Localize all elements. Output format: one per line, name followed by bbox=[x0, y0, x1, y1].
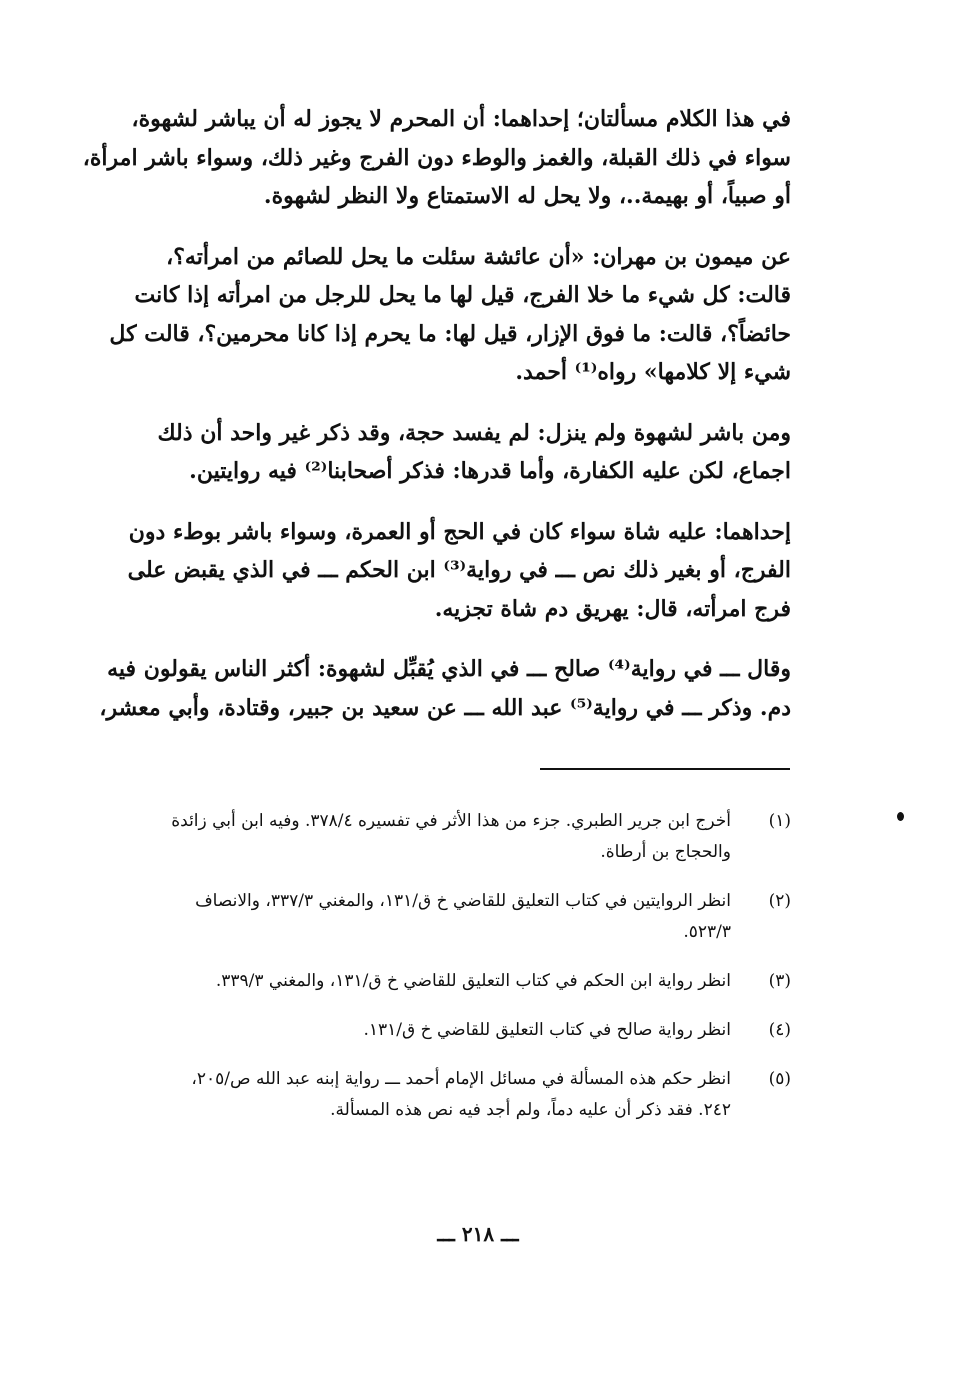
paragraph-3 bbox=[118, 414, 791, 491]
text-line: فرج امرأته، قال: يهريق دم شاة تجزيه. bbox=[434, 595, 791, 622]
text-line: ومن باشر لشهوة ولم ينزل: لم يفسد حجة، وقد ذكر غير واحد أن ذلك bbox=[157, 419, 791, 446]
text-line: الفرج، أو بغير ذلك نص ـــ في رواية⁽³⁾ ابن الحكم ـــ في الذي يقبض على bbox=[127, 557, 791, 583]
paragraph-5 bbox=[99, 650, 791, 727]
footnote-line: انظر رواية ابن الحكم في كتاب التعليق للقاضي خ ق/١٣١، والمغني ٣٣٩/٣. bbox=[215, 971, 731, 991]
text-line: سواء في ذلك القبلة، والغمز والوطء دون الفرج وغير ذلك، وسواء باشر امرأة، bbox=[82, 144, 791, 171]
footnote-separator bbox=[540, 768, 790, 770]
footnote-3 bbox=[118, 966, 791, 997]
footnote-4 bbox=[118, 1015, 791, 1046]
text-line: قالت: كل شيء ما خلا الفرج، قيل لها ما يحل للرجل من امرأته إذا كانت bbox=[134, 282, 791, 308]
paragraph-1 bbox=[82, 100, 791, 216]
page-number: ـــ ٢١٨ ـــ bbox=[437, 1222, 519, 1246]
text-line: وقال ـــ في رواية⁽⁴⁾ صالح ـــ في الذي يُقبِّل لشهوة: أكثر الناس يقولون فيه bbox=[107, 656, 791, 682]
footnote-number: (٢) bbox=[768, 891, 791, 911]
footnote-line: والحجاج بن أرطاة. bbox=[600, 842, 731, 862]
text-line: أو صبياً، أو بهيمة..، ولا يحل له الاستمتاع ولا النظر لشهوة. bbox=[263, 183, 791, 209]
footnote-line: انظر حكم هذه المسألة في مسائل الإمام أحمد ـــ رواية إبنه عبد الله ص/٢٠٥، bbox=[191, 1069, 731, 1089]
footnote-line: ٢٤٢. فقد ذكر أن عليه دماً، ولم أجد فيه نص هذه المسألة. bbox=[330, 1100, 731, 1120]
footnote-line: انظر رواية صالح في كتاب التعليق للقاضي خ ق/١٣١. bbox=[363, 1020, 731, 1040]
text-line: دم. وذكر ـــ في رواية⁽⁵⁾ عبد الله ـــ عن سعيد بن جبير، وقتادة، وأبي معشر، bbox=[99, 694, 791, 721]
text-line: عن ميمون بن مهران: «أن عائشة سئلت ما يحل للصائم من امرأته؟، bbox=[166, 243, 791, 270]
footnote-line: ٥٢٣/٣. bbox=[683, 922, 731, 942]
footnote-2 bbox=[118, 886, 791, 948]
text-line: اجماع، لكن عليه الكفارة، وأما قدرها: فذكر أصحابنا⁽²⁾ فيه روايتين. bbox=[189, 458, 791, 484]
footnote-number: (٥) bbox=[768, 1069, 791, 1089]
text-line: في هذا الكلام مسألتان؛ إحداهما: أن المحرم لا يجوز له أن يباشر لشهوة، bbox=[131, 106, 791, 132]
ink-mark bbox=[897, 812, 904, 821]
footnotes bbox=[118, 806, 791, 1144]
text-line: حائضاً؟، قالت: ما فوق الإزار، قيل لها: ما يحرم إذا كانا محرمين؟، قالت كل bbox=[109, 320, 791, 347]
paragraph-2 bbox=[109, 238, 791, 392]
footnote-5 bbox=[118, 1064, 791, 1126]
footnote-line: أخرج ابن جرير الطبري. جزء من هذا الأثر في تفسيره ٣٧٨/٤. وفيه ابن أبي زائدة bbox=[171, 811, 731, 831]
footnote-number: (١) bbox=[768, 811, 791, 831]
footnote-number: (٣) bbox=[768, 971, 791, 991]
footnote-1 bbox=[118, 806, 791, 868]
text-line: شيء إلا كلامها» رواه⁽¹⁾ أحمد. bbox=[515, 359, 791, 385]
text-line: إحداهما: عليه شاة سواء كان في الحج أو العمرة، وسواء باشر بوطء دون bbox=[128, 518, 791, 545]
paragraph-4 bbox=[118, 513, 791, 629]
footnote-number: (٤) bbox=[768, 1020, 791, 1040]
footnote-line: انظر الروايتين في كتاب التعليق للقاضي خ ق/١٣١، والمغني ٣٣٧/٣، والانصاف bbox=[195, 891, 731, 911]
main-text bbox=[82, 100, 791, 749]
